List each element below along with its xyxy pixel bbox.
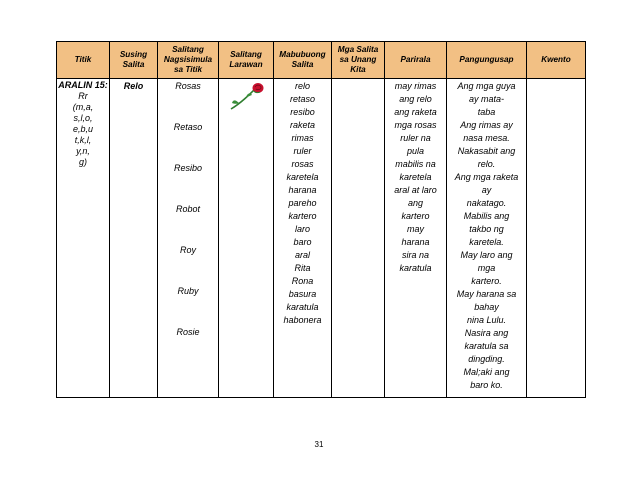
- header-larawan: Salitang Larawan: [219, 42, 274, 79]
- lesson-table: [56, 41, 586, 398]
- word-item: Retaso: [173, 122, 203, 132]
- cell-kwento: [527, 79, 586, 398]
- header-nagsisimula: Salitang Nagsisimula sa Titik: [158, 42, 219, 79]
- lesson-label: ARALIN 15:: [58, 80, 108, 90]
- rose-icon: [227, 81, 267, 111]
- cell-susing-salita: Relo: [110, 79, 158, 398]
- word-item: Resibo: [173, 163, 202, 173]
- word-item: Robot: [175, 204, 201, 214]
- header-kwento: Kwento: [527, 42, 586, 79]
- word-item: Rosas: [175, 81, 201, 91]
- cell-larawan: [219, 79, 274, 398]
- letter-list: Rr (m,a, s,l,o, e,b,u t,k,l, y,n, g): [72, 91, 94, 167]
- word-item: Rosie: [176, 327, 200, 337]
- cell-nagsisimula: [158, 79, 219, 398]
- page-number: 31: [314, 440, 324, 449]
- header-susing-salita: Susing Salita: [110, 42, 158, 79]
- word-item: Roy: [179, 245, 196, 255]
- cell-unang-kita: [332, 79, 385, 398]
- header-row: [57, 42, 586, 79]
- header-mabubuong: Mabubuong Salita: [274, 42, 332, 79]
- header-parirala: Parirala: [385, 42, 447, 79]
- lesson-row: [57, 79, 586, 398]
- cell-parirala: may rimas ang relo ang raketa mga rosas ruler na pula mabilis na karetela aral at laro ang kartero may harana sira na karatula: [385, 79, 447, 398]
- header-pangungusap: Pangungusap: [447, 42, 527, 79]
- header-titik: Titik: [57, 42, 110, 79]
- cell-titik: [57, 79, 110, 398]
- header-unang-kita: Mga Salita sa Unang Kita: [332, 42, 385, 79]
- cell-pangungusap: Ang mga guya ay mata- taba Ang rimas ay nasa mesa. Nakasabit ang relo. Ang mga raketa ay nakatago. Mabilis ang takbo ng karetela. May laro ang mga kartero. May harana sa bahay nina Lulu. Nasira ang karatula sa dingding. Mal;aki ang baro ko.: [447, 79, 527, 398]
- word-item: Ruby: [177, 286, 199, 296]
- cell-mabubuong: relo retaso resibo raketa rimas ruler rosas karetela harana pareho kartero laro baro aral Rita Rona basura karatula habonera: [274, 79, 332, 398]
